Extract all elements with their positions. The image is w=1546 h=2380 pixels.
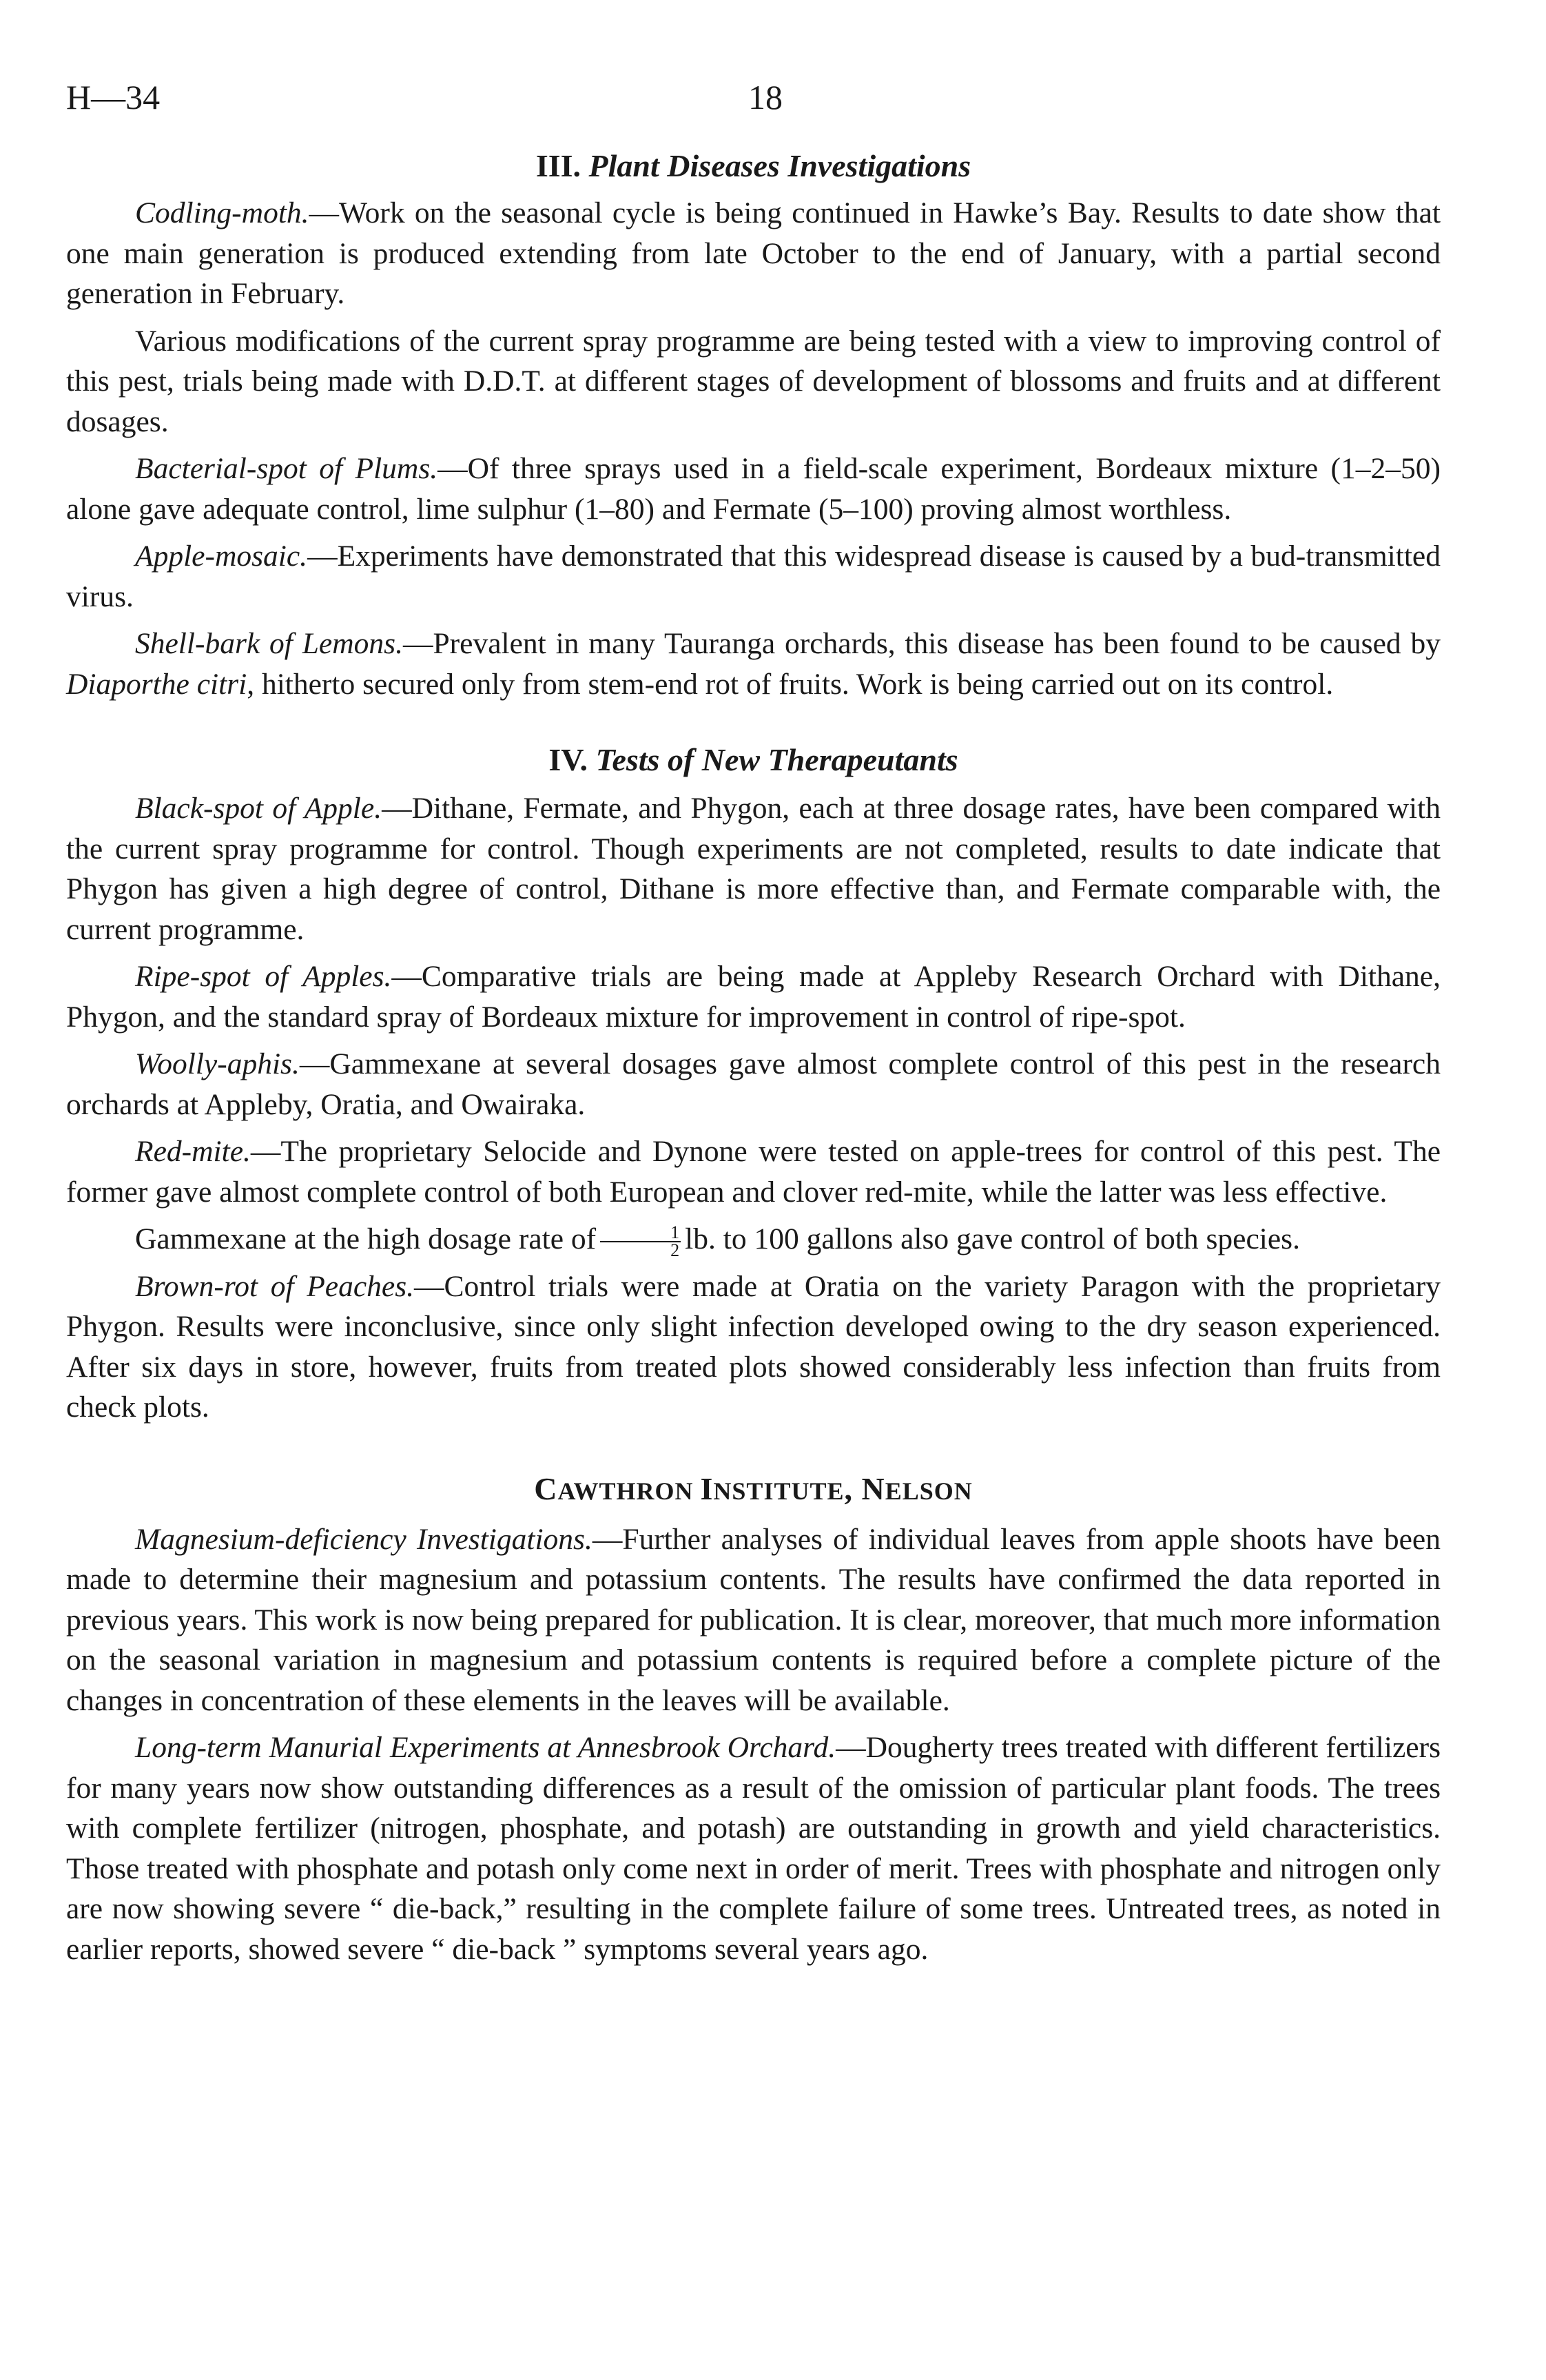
document-page	[66, 69, 1441, 1976]
paragraph-text: —Prevalent in many Tauranga orchards, this disease has been found to be caused by	[402, 627, 1441, 660]
paragraph-spray-modifications	[66, 321, 1441, 442]
fraction-denominator: 2	[670, 1240, 680, 1261]
section-heading-cawthron: CAWTHRON INSTITUTE, NELSON	[534, 1470, 973, 1506]
paragraph-ripe-spot	[66, 956, 1441, 1037]
paragraph-apple-mosaic	[66, 536, 1441, 617]
paragraph-woolly-aphis	[66, 1044, 1441, 1125]
species-name: Diaporthe citri	[66, 667, 247, 701]
paragraph-lead: Codling-moth.	[135, 196, 309, 229]
document-reference: H—34	[66, 78, 161, 116]
paragraph-lead: Shell-bark of Lemons.	[135, 627, 403, 660]
paragraph-lead: Bacterial-spot of Plums.	[135, 452, 438, 485]
paragraph-codling-moth	[66, 193, 1441, 314]
paragraph-text: lb. to 100 gallons also gave control of both species.	[685, 1222, 1300, 1255]
section-heading-therapeutants	[66, 739, 1441, 781]
paragraph-lead: Brown-rot of Peaches.	[135, 1269, 415, 1303]
paragraph-magnesium-deficiency	[66, 1519, 1441, 1721]
fraction-half	[600, 1224, 681, 1259]
paragraph-gammexane-dosage	[66, 1219, 1441, 1260]
section-number: IV.	[548, 742, 588, 777]
paragraph-text: —Dithane, Fermate, and Phygon, each at three dosage rates, have been compared with the current spray programme for control. Though experiments are not completed, results to date indicate that Phygon has given a high degree of control, Dithane is more effective than, and Fermate comparable with, the current programme.	[66, 792, 1441, 946]
paragraph-lead: Ripe-spot of Apples.	[135, 960, 392, 993]
paragraph-text: Various modifications of the current spray programme are being tested with a view to improving control of this pest, trials being made with D.D.T. at different stages of development of blossoms and fruits and at different dosages.	[66, 324, 1441, 438]
paragraph-text: —Dougherty trees treated with different fertilizers for many years now show outstanding differences as a result of the omission of particular plant foods. The trees with complete fertilizer (nitrogen, phosphate, and potash) are outstanding in growth and yield characteristics. Those treated with phosphate and potash only come next in order of merit. Trees with phosphate and nitrogen only are now showing severe “ die-back,” resulting in the complete failure of some trees. Untreated trees, as noted in earlier reports, showed severe “ die-back ” symptoms several years ago.	[66, 1731, 1441, 1966]
paragraph-lead: Woolly-aphis.	[135, 1047, 300, 1080]
paragraph-manurial-experiments	[66, 1727, 1441, 1969]
section-title: Plant Diseases Investigations	[588, 148, 971, 183]
paragraph-text: —Work on the seasonal cycle is being continued in Hawke’s Bay. Results to date show that one main generation is produced extending from late October to the end of January, with a partial second generation in February.	[66, 196, 1441, 310]
section-title: Tests of New Therapeutants	[595, 742, 958, 777]
paragraph-text: —Comparative trials are being made at Appleby Research Orchard with Dithane, Phygon, and the standard spray of Bordeaux mixture for improvement in control of ripe-spot.	[66, 960, 1441, 1034]
paragraph-bacterial-spot	[66, 449, 1441, 529]
paragraph-lead: Apple-mosaic.	[135, 540, 308, 573]
paragraph-text: —Gammexane at several dosages gave almost complete control of this pest in the research orchards at Appleby, Oratia, and Owairaka.	[66, 1047, 1441, 1121]
page-number: 18	[748, 78, 783, 116]
section-number: III.	[535, 148, 581, 183]
paragraph-lead: Long-term Manurial Experiments at Annesbrook Orchard.	[135, 1731, 836, 1764]
paragraph-black-spot	[66, 788, 1441, 950]
paragraph-shell-bark	[66, 624, 1441, 704]
paragraph-lead: Black-spot of Apple.	[135, 792, 382, 825]
paragraph-text: —The proprietary Selocide and Dynone were tested on apple-trees for control of this pest. The former gave almost complete control of both European and clover red-mite, while the latter was less effective.	[66, 1135, 1441, 1209]
paragraph-lead: Red-mite.	[135, 1135, 251, 1168]
paragraph-text: —Further analyses of individual leaves from apple shoots have been made to determine their magnesium and potassium contents. The results have confirmed the data reported in previous years. This work is now being prepared for publication. It is clear, moreover, that much more information on the seasonal variation in magnesium and potassium contents is required before a complete picture of the changes in concentration of these elements in the leaves will be available.	[66, 1522, 1441, 1717]
paragraph-text: —Experiments have demonstrated that this widespread disease is caused by a bud-transmitted virus.	[66, 540, 1441, 613]
paragraph-text: —Control trials were made at Oratia on the variety Paragon with the proprietary Phygon. Results were inconclusive, since only slight infection developed owing to the dry season experienced. After six days in store, however, fruits from treated plots showed considerably less infection than fruits from check plots.	[66, 1269, 1441, 1424]
paragraph-text: , hitherto secured only from stem-end rot of fruits. Work is being carried out on its control.	[247, 667, 1334, 701]
fraction-numerator: 1	[600, 1224, 681, 1242]
section-heading-plant-diseases	[66, 145, 1441, 187]
paragraph-text: —Of three sprays used in a field-scale experiment, Bordeaux mixture (1–2–50) alone gave adequate control, lime sulphur (1–80) and Fermate (5–100) proving almost worthless.	[66, 452, 1441, 526]
paragraph-lead: Magnesium-deficiency Investigations.	[135, 1522, 592, 1556]
paragraph-red-mite	[66, 1131, 1441, 1212]
paragraph-text: Gammexane at the high dosage rate of	[135, 1222, 597, 1255]
page-header	[66, 69, 1441, 145]
paragraph-brown-rot	[66, 1266, 1441, 1428]
